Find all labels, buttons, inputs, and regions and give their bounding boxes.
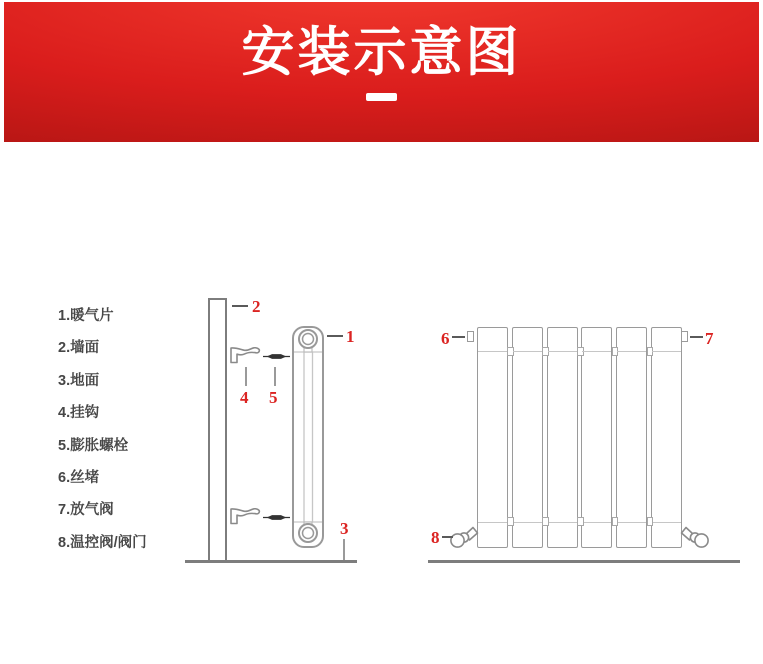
expansion-bolt-icon-upper bbox=[263, 352, 290, 361]
radiator-fin-1 bbox=[477, 327, 508, 548]
floor-line-right bbox=[428, 560, 740, 563]
legend-list bbox=[58, 300, 147, 559]
callout-7-label: 7 bbox=[705, 329, 714, 348]
callout-6-dash bbox=[452, 336, 465, 338]
legend-item-hook: 4.挂钩 bbox=[58, 405, 100, 422]
callout-3-label: 3 bbox=[340, 519, 349, 538]
callout-8-dash bbox=[442, 536, 453, 538]
callout-1-dash bbox=[327, 335, 343, 337]
callout-4-label: 4 bbox=[240, 388, 249, 407]
radiator-fin-2 bbox=[512, 327, 543, 548]
title-underline bbox=[366, 93, 397, 101]
legend-item-thermo-valve: 8.温控阀/阀门 bbox=[58, 534, 147, 551]
radiator-fin-6 bbox=[651, 327, 682, 548]
radiator-front-view bbox=[477, 327, 682, 548]
air-valve-icon bbox=[681, 331, 688, 342]
thermo-valve-icon bbox=[449, 525, 479, 549]
radiator-side-view bbox=[292, 326, 324, 548]
plug-icon bbox=[467, 331, 474, 342]
valve-icon-right bbox=[680, 525, 710, 549]
callout-6-label: 6 bbox=[441, 329, 450, 348]
radiator-fin-4 bbox=[581, 327, 612, 548]
legend-item-wall: 2.墙面 bbox=[58, 340, 100, 357]
legend-item-expansion-bolt: 5.膨胀螺栓 bbox=[58, 437, 129, 454]
floor-line-left bbox=[185, 560, 357, 563]
callout-2-dash bbox=[232, 305, 248, 307]
radiator-fin-3 bbox=[547, 327, 578, 548]
callout-8-label: 8 bbox=[431, 528, 440, 547]
legend-item-plug: 6.丝堵 bbox=[58, 469, 100, 486]
radiator-fin-5 bbox=[616, 327, 647, 548]
hook-icon-upper bbox=[230, 347, 261, 364]
legend-item-radiator: 1.暖气片 bbox=[58, 308, 114, 324]
title-banner bbox=[4, 2, 759, 142]
legend-item-floor: 3.地面 bbox=[58, 372, 100, 389]
callout-2-label: 2 bbox=[252, 297, 261, 316]
hook-icon-lower bbox=[230, 508, 261, 525]
callout-5-leader bbox=[274, 367, 276, 386]
callout-5-label: 5 bbox=[269, 388, 278, 407]
wall-rectangle bbox=[208, 298, 227, 562]
page-title: 安装示意图 bbox=[241, 23, 522, 82]
callout-4-leader bbox=[245, 367, 247, 386]
legend-item-air-valve: 7.放气阀 bbox=[58, 502, 114, 519]
expansion-bolt-icon-lower bbox=[263, 513, 290, 522]
callout-1-label: 1 bbox=[346, 327, 355, 346]
callout-7-dash bbox=[690, 336, 703, 338]
callout-3-leader bbox=[343, 539, 345, 560]
